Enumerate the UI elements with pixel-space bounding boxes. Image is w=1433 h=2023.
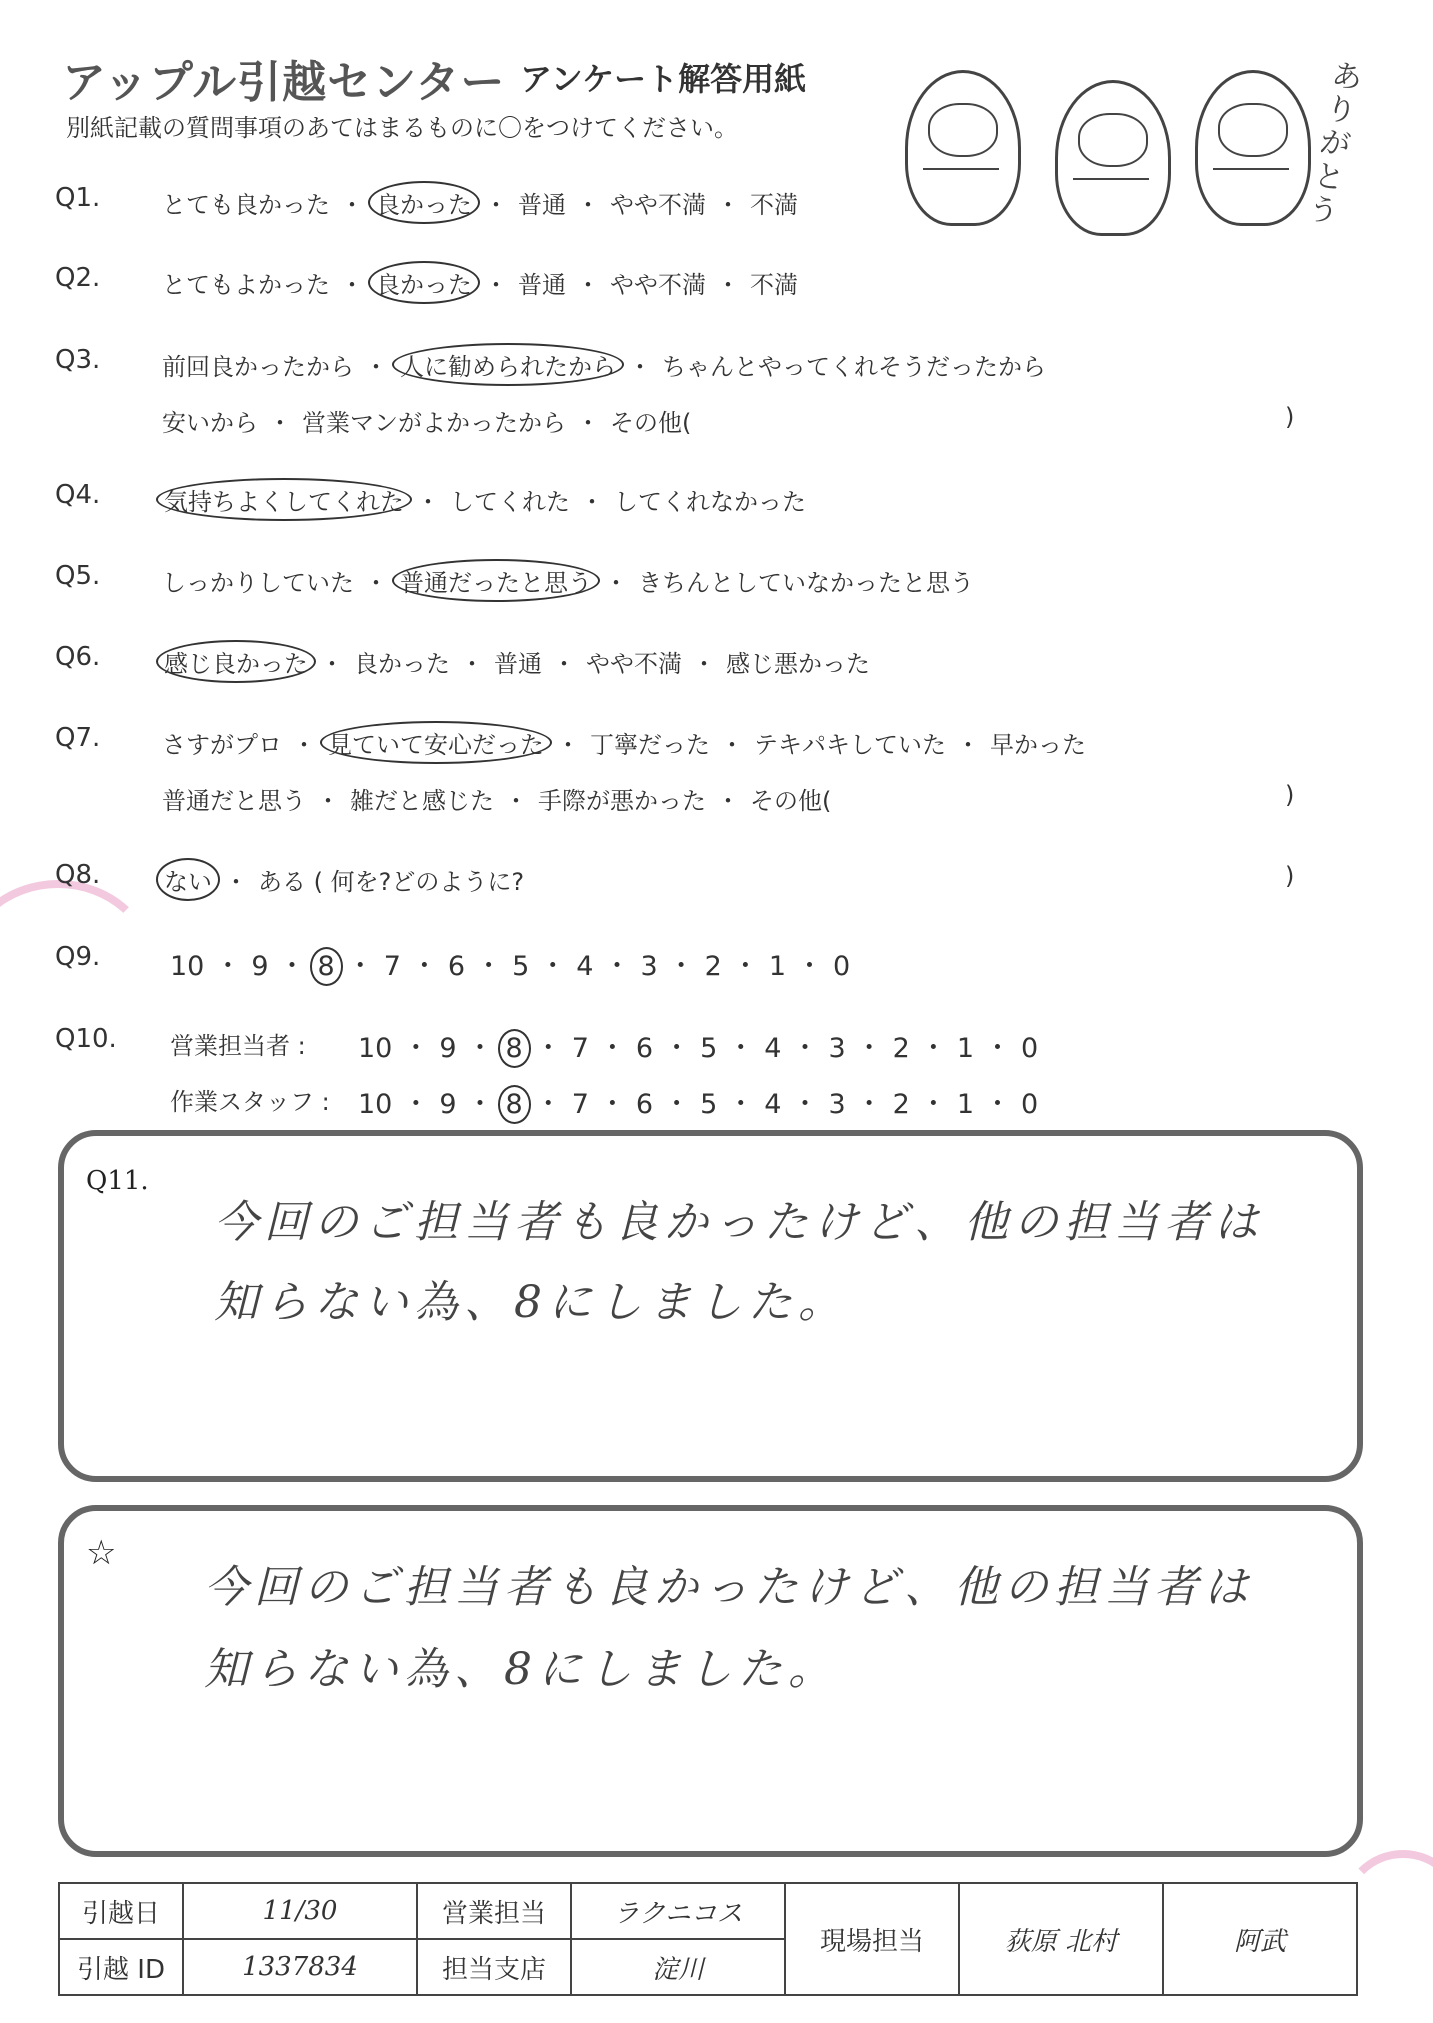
q3-close: ) [1285, 403, 1295, 431]
mascot-icon-right [1195, 70, 1311, 226]
q9-selected: 8 [310, 947, 343, 986]
company-title: アップル引越センター [62, 57, 506, 108]
footer-info-table [58, 1882, 1358, 1996]
q7-options-line1: さすがプロ ・ 見ていて安心だった ・ 丁寧だった ・ テキパキしていた ・ 早かった [162, 725, 1086, 760]
move-date-label: 引越日 [59, 1883, 183, 1939]
q11-comment-box [58, 1130, 1363, 1482]
q2-selected: 良かった [368, 261, 480, 304]
q10-sales-label: 営業担当者 : [170, 1032, 306, 1060]
q9-label: Q9. [55, 942, 101, 972]
move-id-value: 1337834 [183, 1939, 417, 1995]
q8-options: ない ・ ある ( 何を?どのように? [162, 862, 524, 897]
branch-label: 担当支店 [417, 1939, 571, 1995]
q10-sales-selected: 8 [498, 1029, 531, 1068]
q1-label: Q1. [55, 183, 101, 213]
q1-options: とても良かった ・ 良かった ・ 普通 ・ やや不満 ・ 不満 [162, 185, 798, 220]
q5-label: Q5. [55, 561, 101, 591]
q2-options: とてもよかった ・ 良かった ・ 普通 ・ やや不満 ・ 不満 [162, 265, 798, 300]
sales-label: 営業担当 [417, 1883, 571, 1939]
branch-value: 淀川 [571, 1939, 785, 1995]
q7-options-line2: 普通だと思う ・ 雑だと感じた ・ 手際が悪かった ・ その他( [162, 787, 832, 815]
q5-options: しっかりしていた ・ 普通だったと思う ・ きちんとしていなかったと思う [162, 563, 974, 598]
q3-selected: 人に勧められたから [392, 343, 624, 386]
mascot-icon-left [905, 70, 1021, 226]
q4-selected: 気持ちよくしてくれた [156, 478, 412, 521]
q7-label: Q7. [55, 723, 101, 753]
q3-options-line1: 前回良かったから ・ 人に勧められたから ・ ちゃんとやってくれそうだったから [162, 347, 1046, 382]
star-comment-box [58, 1505, 1363, 1857]
q6-selected: 感じ良かった [156, 640, 316, 683]
q6-label: Q6. [55, 642, 101, 672]
q3-label: Q3. [55, 345, 101, 375]
q8-close: ) [1285, 862, 1295, 890]
site-staff2: 阿武 [1163, 1883, 1357, 1995]
q10-staff-scale: 10 ・ 9 ・ 8 ・ 7 ・ 6 ・ 5 ・ 4 ・ 3 ・ 2 ・ 1 ・ 0 [358, 1082, 1038, 1121]
move-id-label: 引越 ID [59, 1939, 183, 1995]
site-staff1: 荻原 北村 [959, 1883, 1163, 1995]
site-label: 現場担当 [785, 1883, 959, 1995]
star-comment-line2: 知らない為、8にしました。 [204, 1644, 838, 1695]
star-icon: ☆ [86, 1533, 117, 1573]
thanks-text: ありがとう [1305, 57, 1365, 231]
q10-sales-scale: 10 ・ 9 ・ 8 ・ 7 ・ 6 ・ 5 ・ 4 ・ 3 ・ 2 ・ 1 ・ 0 [358, 1026, 1038, 1065]
q11-label: Q11. [86, 1166, 149, 1196]
move-date-value: 11/30 [183, 1883, 417, 1939]
q3-options-line2: 安いから ・ 営業マンがよかったから ・ その他( [162, 409, 692, 437]
q6-options: 感じ良かった ・ 良かった ・ 普通 ・ やや不満 ・ 感じ悪かった [162, 644, 870, 679]
instruction-text: 別紙記載の質問事項のあてはまるものに〇をつけてください。 [66, 114, 738, 142]
sales-value: ラクニコス [571, 1883, 785, 1939]
q10-staff-label: 作業スタッフ : [170, 1088, 330, 1116]
q5-selected: 普通だったと思う [392, 559, 600, 602]
form-subtitle: アンケート解答用紙 [520, 60, 807, 98]
q4-options: 気持ちよくしてくれた ・ してくれた ・ してくれなかった [162, 482, 806, 517]
q8-label: Q8. [55, 860, 101, 890]
q10-label: Q10. [55, 1024, 117, 1054]
q2-label: Q2. [55, 263, 101, 293]
q1-selected: 良かった [368, 181, 480, 224]
q7-close: ) [1285, 781, 1295, 809]
q4-label: Q4. [55, 480, 101, 510]
q7-selected: 見ていて安心だった [320, 721, 552, 764]
q11-comment-line1: 今回のご担当者も良かったけど、他の担当者は [214, 1197, 1264, 1248]
q10-staff-selected: 8 [498, 1085, 531, 1124]
q11-comment-line2: 知らない為、8にしました。 [214, 1277, 848, 1328]
star-comment-line1: 今回のご担当者も良かったけど、他の担当者は [204, 1562, 1254, 1613]
q8-selected: ない [156, 858, 220, 901]
mascot-icon-center [1055, 80, 1171, 236]
q9-scale: 10 ・ 9 ・ 8 ・ 7 ・ 6 ・ 5 ・ 4 ・ 3 ・ 2 ・ 1 ・ 0 [170, 944, 850, 983]
